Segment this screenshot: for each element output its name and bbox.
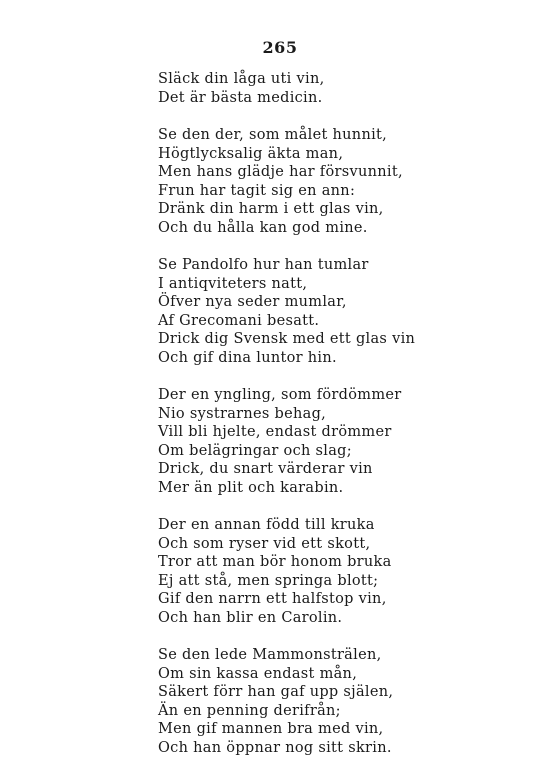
page-number: 265	[262, 38, 298, 57]
verse-line: Ej att stå, men springa blott;	[158, 572, 379, 589]
stanza-5	[158, 516, 538, 627]
stanza-2	[158, 126, 538, 237]
verse-line: Högtlycksalig äkta man,	[158, 145, 344, 162]
stanza-6	[158, 646, 538, 757]
verse-line: Och han öppnar nog sitt skrin.	[158, 739, 392, 756]
verse-line: Släck din låga uti vin,	[158, 71, 325, 87]
verse-line: Der en annan född till kruka	[158, 517, 375, 533]
stanza-1	[158, 70, 538, 107]
verse-line: Men gif mannen bra med vin,	[158, 721, 384, 737]
verse-line: Gif den narrn ett halfstop vin,	[158, 591, 387, 607]
verse-line: Der en yngling, som fördömmer	[158, 387, 402, 403]
verse-line: Tror att man bör honom bruka	[158, 554, 392, 570]
verse-line: Om sin kassa endast mån,	[158, 665, 358, 682]
verse-line: Det är bästa medicin.	[158, 89, 323, 106]
verse-line: Öfver nya seder mumlar,	[158, 294, 347, 310]
verse-line: Och som ryser vid ett skott,	[158, 535, 371, 552]
verse-line: Och gif dina luntor hin.	[158, 349, 337, 366]
verse-line: Om belägringar och slag;	[158, 442, 352, 459]
verse-line: Frun har tagit sig en ann:	[158, 182, 356, 199]
stanza-3	[158, 256, 538, 367]
verse-line: I antiqviteters natt,	[158, 275, 308, 292]
verse-line: Säkert förr han gaf upp själen,	[158, 684, 394, 700]
verse-line: Dränk din harm i ett glas vin,	[158, 201, 384, 217]
verse-line: Men hans glädje har försvunnit,	[158, 164, 403, 180]
verse-line: Och du hålla kan god mine.	[158, 219, 368, 236]
verse-line: Se Pandolfo hur han tumlar	[158, 257, 369, 273]
verse-line: Drick, du snart värderar vin	[158, 461, 373, 477]
verse-line: Vill bli hjelte, endast drömmer	[158, 424, 392, 440]
verse-line: Se den lede Mammonsträlen,	[158, 647, 382, 663]
verse-line: Än en penning derifrån;	[158, 702, 341, 719]
verse-line: Drick dig Svensk med ett glas vin	[158, 331, 416, 347]
verse-line: Se den der, som målet hunnit,	[158, 127, 388, 143]
verse-line: Och han blir en Carolin.	[158, 609, 343, 626]
verse-line: Mer än plit och karabin.	[158, 479, 344, 496]
poem-text	[158, 70, 538, 776]
stanza-4	[158, 386, 538, 497]
verse-line: Nio systrarnes behag,	[158, 405, 327, 422]
verse-line: Af Grecomani besatt.	[158, 312, 320, 329]
